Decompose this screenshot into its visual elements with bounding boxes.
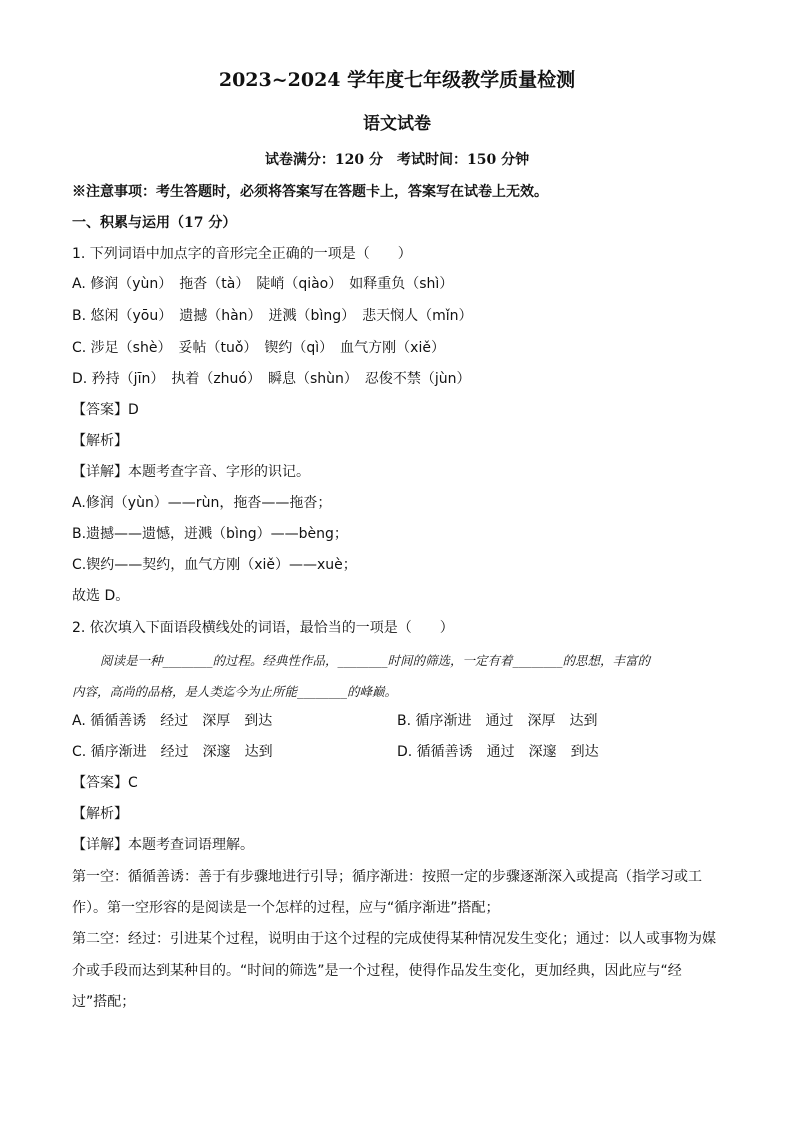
q2-answer: 【答案】C: [72, 775, 138, 791]
q2-para1-line2: 作）。第一空形容的是阅读是一个怎样的过程，应与“循序渐进”搭配；: [72, 900, 500, 916]
q2-para1-line1: 第一空：循循善诱：善于有步骤地进行引导；循序渐进：按照一定的步骤逐渐深入或提高（指学习或工: [72, 869, 702, 885]
q1-option-a: A. 修润（yùn） 拖沓（tà） 陡峭（qiào） 如释重负（shì）: [72, 276, 454, 292]
q1-line-a: A.修润（yùn）——rùn，拖沓——拖沓；: [72, 495, 332, 511]
exam-subtitle: 语文试卷: [363, 114, 431, 134]
q1-line-b: B.遗撼——遗憾，迸溅（bìng）——bèng；: [72, 526, 348, 542]
q2-para2-line2: 介或手段而达到某种目的。“时间的筛选”是一个过程，使得作品发生变化，更加经典，因此应与“经: [72, 963, 682, 979]
q1-option-c: C. 涉足（shè） 妥帖（tuǒ） 锲约（qì） 血气方刚（xiě）: [72, 340, 445, 356]
q1-option-d: D. 矜持（jīn） 执着（zhuó） 瞬息（shùn） 忍俊不禁（jùn）: [72, 371, 471, 387]
q2-stem: 2. 依次填入下面语段横线处的词语，最恰当的一项是（ ）: [72, 620, 454, 636]
q1-line-c: C.锲约——契约，血气方刚（xiě）——xuè；: [72, 557, 357, 573]
exam-title: 2023~2024 学年度七年级教学质量检测: [218, 69, 576, 91]
q2-option-a: A. 循循善诱 经过 深厚 到达: [72, 713, 273, 729]
q1-line-d: 故选 D。: [72, 588, 130, 604]
q2-passage-line1: 阅读是一种________的过程。经典性作品，________时间的筛选，一定有着________的思想，丰富的: [100, 653, 651, 668]
q2-para2-line3: 过”搭配；: [72, 994, 136, 1010]
q1-stem: 1. 下列词语中加点字的音形完全正确的一项是（ ）: [72, 246, 412, 262]
q2-option-c: C. 循序渐进 经过 深邃 达到: [72, 744, 273, 760]
q2-detail: 【详解】本题考查词语理解。: [72, 837, 254, 853]
q1-detail: 【详解】本题考查字音、字形的识记。: [72, 464, 310, 480]
q2-option-b: B. 循序渐进 通过 深厚 达到: [397, 713, 598, 729]
q2-passage-line2: 内容，高尚的品格，是人类迄今为止所能________的峰巅。: [72, 684, 398, 699]
q2-para2-line1: 第二空：经过：引进某个过程，说明由于这个过程的完成使得某种情况发生变化；通过：以人或事物为媒: [72, 931, 716, 947]
exam-notice: ※注意事项：考生答题时，必须将答案写在答题卡上，答案写在试卷上无效。: [72, 184, 548, 200]
section-heading: 一、积累与运用（17 分）: [72, 215, 237, 231]
q2-option-d: D. 循循善诱 通过 深邃 到达: [397, 744, 599, 760]
exam-info: 试卷满分：120 分 考试时间：150 分钟: [264, 152, 530, 168]
q1-analysis: 【解析】: [72, 433, 128, 449]
q2-analysis: 【解析】: [72, 806, 128, 822]
q1-option-b: B. 悠闲（yōu） 遗撼（hàn） 迸溅（bìng） 悲天悯人（mǐn）: [72, 308, 473, 324]
q1-answer: 【答案】D: [72, 402, 139, 418]
